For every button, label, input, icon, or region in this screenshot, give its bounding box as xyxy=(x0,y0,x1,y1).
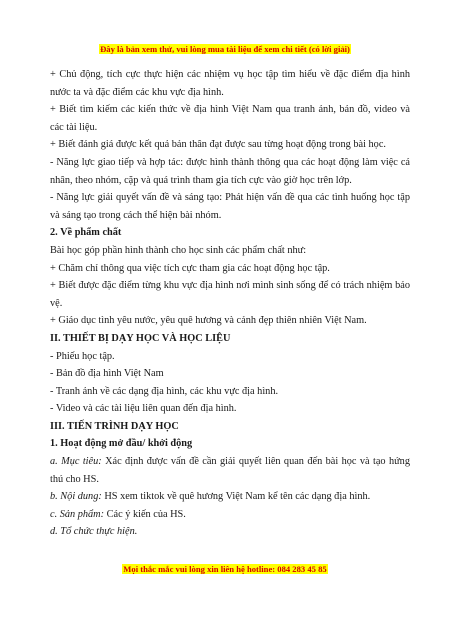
section-heading: III. TIẾN TRÌNH DẠY HỌC xyxy=(50,420,179,432)
list-item: - Phiếu học tập. xyxy=(50,350,115,362)
label: d. Tổ chức thực hiện. xyxy=(50,526,138,538)
section-heading: II. THIẾT BỊ DẠY HỌC VÀ HỌC LIỆU xyxy=(50,332,231,344)
text: HS xem tiktok về quê hương Việt Nam kể tên các dạng địa hình. xyxy=(101,491,371,503)
paragraph-content xyxy=(50,488,410,506)
paragraph: Bài học góp phần hình thành cho học sinh các phẩm chất như: xyxy=(50,244,307,256)
paragraph: + Giáo dục tình yêu nước, yêu quê hương và cảnh đẹp thiên nhiên Việt Nam. xyxy=(50,315,367,327)
preview-notice-banner xyxy=(0,44,450,54)
label: c. Sản phẩm: xyxy=(50,508,105,520)
paragraph: + Chăm chỉ thông qua việc tích cực tham gia các hoạt động học tập. xyxy=(50,262,330,274)
label: b. Nội dung: xyxy=(50,491,102,503)
list-item: - Tranh ảnh về các dạng địa hình, các khu vực địa hình. xyxy=(50,385,279,397)
document-body xyxy=(50,66,410,541)
subsection-heading: 1. Hoạt động mở đầu/ khởi động xyxy=(50,438,193,450)
section-heading: 2. Về phẩm chất xyxy=(50,227,122,239)
label: a. Mục tiêu: xyxy=(50,456,102,468)
preview-notice-text: Đây là bản xem thử, vui lòng mua tài liệu để xem chi tiết (có lời giải) xyxy=(100,44,350,54)
paragraph: + Biết đánh giá được kết quả bản thân đạt được sau từng hoạt động trong bài học. xyxy=(50,139,386,151)
paragraph: + Biết tìm kiếm các kiến thức về địa hình Việt Nam qua tranh ảnh, bản đồ, video và các tài liệu. xyxy=(50,104,410,133)
paragraph: + Chủ động, tích cực thực hiện các nhiệm vụ học tập tìm hiểu về đặc điểm địa hình nước ta và đặc điểm các khu vực địa hình. xyxy=(50,69,410,98)
paragraph: - Năng lực giải quyết vấn đề và sáng tạo: Phát hiện vấn đề qua các tình huống học tập và sáng tạo trong cách thể hiện bài nhóm. xyxy=(50,192,410,221)
text: Xác định được vấn đề cần giải quyết liên quan đến bài học và tạo hứng thú cho HS. xyxy=(50,456,410,485)
paragraph-objective xyxy=(50,453,410,488)
text: Các ý kiến của HS. xyxy=(104,508,186,520)
list-item: - Video và các tài liệu liên quan đến địa hình. xyxy=(50,403,237,415)
hotline-text: Mọi thắc mắc vui lòng xin liên hệ hotline: 084 283 45 85 xyxy=(123,564,327,574)
paragraph: + Biết được đặc điểm từng khu vực địa hình nơi mình sinh sống để có trách nhiệm bảo vệ. xyxy=(50,280,410,309)
paragraph: - Năng lực giao tiếp và hợp tác: được hình thành thông qua các hoạt động làm việc cá nhân, theo nhóm, cặp và quá trình tham gia tích cực vào giờ học trên lớp. xyxy=(50,156,410,186)
list-item: - Bản đồ địa hình Việt Nam xyxy=(50,368,164,380)
paragraph-product xyxy=(50,506,410,524)
paragraph-organization xyxy=(50,523,410,541)
hotline-banner xyxy=(0,564,450,574)
